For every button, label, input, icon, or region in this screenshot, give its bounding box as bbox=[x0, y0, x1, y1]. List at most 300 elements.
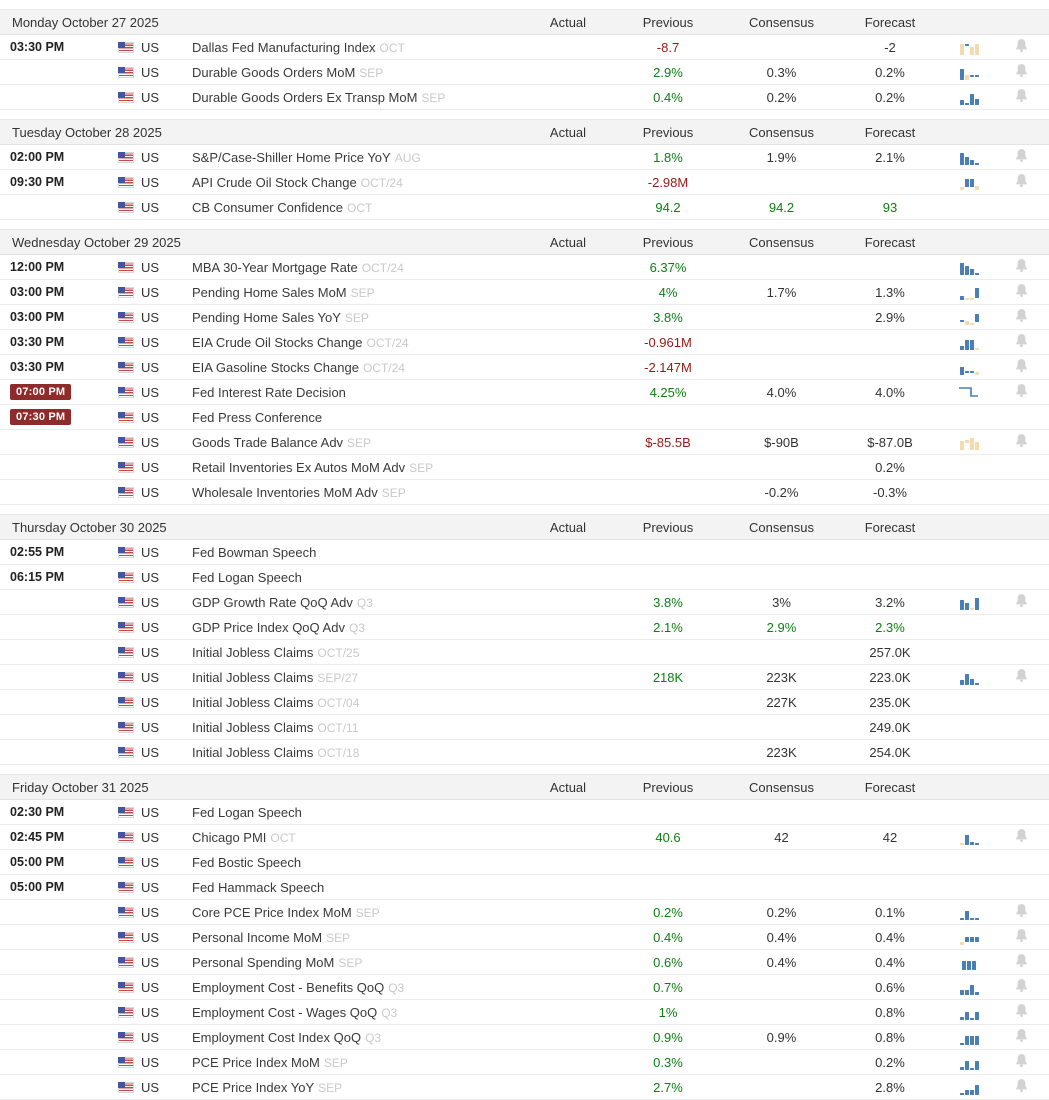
day-header-row bbox=[0, 229, 1049, 255]
forecast-value: 3.2% bbox=[875, 594, 905, 610]
event-name-link[interactable]: Wholesale Inventories MoM Adv bbox=[192, 484, 378, 500]
event-cell bbox=[190, 595, 528, 610]
notification-bell-icon[interactable] bbox=[1014, 173, 1029, 191]
sparkline-chart-icon[interactable] bbox=[960, 595, 979, 610]
bell-cell bbox=[993, 1053, 1049, 1071]
sparkline-chart-icon[interactable] bbox=[960, 435, 979, 450]
sparkline-bar bbox=[960, 1067, 964, 1070]
spark-cell bbox=[945, 830, 993, 845]
calendar-row bbox=[0, 280, 1049, 305]
country-cell bbox=[110, 745, 190, 760]
event-name-link[interactable]: API Crude Oil Stock Change bbox=[192, 174, 357, 190]
bell-cell bbox=[993, 308, 1049, 326]
sparkline-chart-icon[interactable] bbox=[960, 930, 979, 945]
day-header-row bbox=[0, 514, 1049, 540]
event-time: 03:30 PM bbox=[10, 360, 65, 374]
event-cell bbox=[190, 695, 528, 710]
calendar-row bbox=[0, 590, 1049, 615]
country-label: US bbox=[141, 384, 160, 400]
event-reference-period: Q3 bbox=[348, 620, 365, 635]
sparkline-bar bbox=[960, 1017, 964, 1020]
forecast-value: 0.1% bbox=[875, 904, 905, 920]
notification-bell-icon[interactable] bbox=[1014, 333, 1029, 351]
event-name-link[interactable]: Employment Cost - Wages QoQ bbox=[192, 1004, 378, 1020]
country-label: US bbox=[141, 544, 160, 560]
previous-column-header: Previous bbox=[642, 519, 694, 535]
day-header-row bbox=[0, 119, 1049, 145]
event-reference-period: SEP/27 bbox=[317, 670, 359, 685]
sparkline-bar bbox=[965, 44, 969, 46]
country-cell bbox=[110, 930, 190, 945]
event-time-cell bbox=[0, 310, 110, 324]
event-name-link[interactable]: Personal Income MoM bbox=[192, 929, 323, 945]
previous-value: 4.25% bbox=[649, 384, 687, 400]
sparkline-bar bbox=[975, 598, 979, 610]
sparkline-chart-icon[interactable] bbox=[960, 65, 979, 80]
notification-bell-icon[interactable] bbox=[1014, 88, 1029, 106]
sparkline-chart-icon[interactable] bbox=[960, 175, 979, 190]
us-flag-icon bbox=[118, 647, 134, 658]
event-reference-period: OCT bbox=[270, 830, 296, 845]
sparkline-bar bbox=[960, 990, 964, 995]
event-time: 09:30 PM bbox=[10, 175, 65, 189]
country-label: US bbox=[141, 669, 160, 685]
calendar-row bbox=[0, 1025, 1049, 1050]
event-name-link[interactable]: Chicago PMI bbox=[192, 829, 267, 845]
event-name-link[interactable]: Personal Spending MoM bbox=[192, 954, 335, 970]
forecast-value: 0.8% bbox=[875, 1029, 905, 1045]
notification-bell-icon[interactable] bbox=[1014, 828, 1029, 846]
notification-bell-icon[interactable] bbox=[1014, 358, 1029, 376]
country-label: US bbox=[141, 39, 160, 55]
notification-bell-icon[interactable] bbox=[1014, 593, 1029, 611]
calendar-row bbox=[0, 195, 1049, 220]
event-name-link[interactable]: Pending Home Sales MoM bbox=[192, 284, 347, 300]
country-label: US bbox=[141, 174, 160, 190]
country-cell bbox=[110, 855, 190, 870]
forecast-value: 257.0K bbox=[869, 644, 911, 660]
spark-cell bbox=[945, 1080, 993, 1095]
event-name-link[interactable]: Employment Cost - Benefits QoQ bbox=[192, 979, 385, 995]
event-time-cell bbox=[0, 360, 110, 374]
consensus-value: 1.7% bbox=[766, 284, 797, 300]
calendar-row bbox=[0, 665, 1049, 690]
event-cell bbox=[190, 1055, 528, 1070]
country-label: US bbox=[141, 359, 160, 375]
spark-cell bbox=[945, 310, 993, 325]
event-name-link[interactable]: Fed Bowman Speech bbox=[192, 544, 317, 560]
country-cell bbox=[110, 435, 190, 450]
country-cell bbox=[110, 880, 190, 895]
sparkline-bar bbox=[970, 160, 974, 165]
event-name-link[interactable]: Fed Hammack Speech bbox=[192, 879, 325, 895]
sparkline-bar bbox=[975, 843, 979, 845]
economic-calendar bbox=[0, 9, 1049, 1100]
country-cell bbox=[110, 260, 190, 275]
sparkline-bar bbox=[960, 153, 964, 165]
country-cell bbox=[110, 980, 190, 995]
calendar-row bbox=[0, 405, 1049, 430]
event-name-link[interactable]: MBA 30-Year Mortgage Rate bbox=[192, 259, 358, 275]
sparkline-bar bbox=[975, 348, 979, 350]
calendar-row bbox=[0, 145, 1049, 170]
country-label: US bbox=[141, 979, 160, 995]
event-name-link[interactable]: Employment Cost Index QoQ bbox=[192, 1029, 362, 1045]
spark-cell bbox=[945, 955, 993, 970]
event-reference-period: SEP bbox=[359, 65, 384, 80]
consensus-value: $-90B bbox=[764, 434, 799, 450]
sparkline-bar bbox=[970, 323, 974, 325]
country-label: US bbox=[141, 64, 160, 80]
event-time: 02:00 PM bbox=[10, 150, 65, 164]
sparkline-bar bbox=[975, 314, 979, 322]
forecast-value: -0.3% bbox=[873, 484, 907, 500]
event-name-link[interactable]: Goods Trade Balance Adv bbox=[192, 434, 344, 450]
event-name-link[interactable]: Dallas Fed Manufacturing Index bbox=[192, 39, 376, 55]
forecast-column-header: Forecast bbox=[864, 14, 916, 30]
consensus-value: 0.3% bbox=[766, 64, 797, 80]
event-name-link[interactable]: Core PCE Price Index MoM bbox=[192, 904, 352, 920]
sparkline-bar bbox=[960, 263, 964, 275]
sparkline-bar bbox=[965, 75, 969, 80]
previous-value: 1% bbox=[658, 1004, 678, 1020]
country-cell bbox=[110, 40, 190, 55]
event-cell bbox=[190, 335, 528, 350]
event-name-link[interactable]: Fed Logan Speech bbox=[192, 804, 302, 820]
event-name-link[interactable]: Durable Goods Orders Ex Transp MoM bbox=[192, 89, 418, 105]
event-name-link[interactable]: Initial Jobless Claims bbox=[192, 744, 314, 760]
forecast-value: $-87.0B bbox=[867, 434, 913, 450]
sparkline-chart-icon[interactable] bbox=[960, 90, 979, 105]
sparkline-bar bbox=[960, 600, 964, 610]
event-name-link[interactable]: GDP Price Index QoQ Adv bbox=[192, 619, 345, 635]
sparkline-bar bbox=[960, 296, 964, 300]
consensus-column-header: Consensus bbox=[748, 519, 815, 535]
calendar-row bbox=[0, 35, 1049, 60]
event-reference-period: OCT/24 bbox=[362, 360, 405, 375]
event-name-link[interactable]: Initial Jobless Claims bbox=[192, 694, 314, 710]
country-label: US bbox=[141, 459, 160, 475]
previous-value: 218K bbox=[652, 669, 684, 685]
actual-column-header: Actual bbox=[549, 519, 587, 535]
bell-cell bbox=[993, 358, 1049, 376]
forecast-value: 0.8% bbox=[875, 1004, 905, 1020]
sparkline-chart-icon[interactable] bbox=[960, 1030, 979, 1045]
event-reference-period: OCT/24 bbox=[366, 335, 409, 350]
event-reference-period: Q3 bbox=[365, 1030, 382, 1045]
sparkline-chart-icon[interactable] bbox=[960, 905, 979, 920]
notification-bell-icon[interactable] bbox=[1014, 668, 1029, 686]
us-flag-icon bbox=[118, 287, 134, 298]
event-time: 02:30 PM bbox=[10, 805, 65, 819]
spark-cell bbox=[945, 150, 993, 165]
event-cell bbox=[190, 880, 528, 895]
event-name-link[interactable]: CB Consumer Confidence bbox=[192, 199, 344, 215]
sparkline-bar bbox=[960, 69, 964, 80]
sparkline-bar bbox=[970, 298, 974, 300]
notification-bell-icon[interactable] bbox=[1014, 383, 1029, 401]
event-name-link[interactable]: Fed Interest Rate Decision bbox=[192, 384, 346, 400]
event-reference-period: SEP bbox=[344, 310, 369, 325]
us-flag-icon bbox=[118, 547, 134, 558]
country-label: US bbox=[141, 149, 160, 165]
notification-bell-icon[interactable] bbox=[1014, 1053, 1029, 1071]
country-cell bbox=[110, 905, 190, 920]
day-section bbox=[0, 9, 1049, 110]
sparkline-chart-icon[interactable] bbox=[960, 980, 979, 995]
event-cell bbox=[190, 645, 528, 660]
event-time-badge: 07:00 PM bbox=[10, 384, 71, 400]
forecast-value: 249.0K bbox=[869, 719, 911, 735]
forecast-value: 0.6% bbox=[875, 979, 905, 995]
country-label: US bbox=[141, 1004, 160, 1020]
country-label: US bbox=[141, 1029, 160, 1045]
event-time-cell bbox=[0, 260, 110, 274]
event-cell bbox=[190, 285, 528, 300]
notification-bell-icon[interactable] bbox=[1014, 308, 1029, 326]
event-cell bbox=[190, 435, 528, 450]
previous-value: -2.98M bbox=[647, 174, 689, 190]
sparkline-chart-icon[interactable] bbox=[960, 40, 979, 55]
country-cell bbox=[110, 385, 190, 400]
us-flag-icon bbox=[118, 597, 134, 608]
previous-value: -2.147M bbox=[644, 359, 692, 375]
notification-bell-icon[interactable] bbox=[1014, 433, 1029, 451]
sparkline-bar bbox=[970, 75, 974, 77]
calendar-row bbox=[0, 60, 1049, 85]
forecast-column-header: Forecast bbox=[864, 779, 916, 795]
event-cell bbox=[190, 980, 528, 995]
notification-bell-icon[interactable] bbox=[1014, 903, 1029, 921]
event-cell bbox=[190, 805, 528, 820]
notification-bell-icon[interactable] bbox=[1014, 38, 1029, 56]
country-cell bbox=[110, 1030, 190, 1045]
event-time-cell bbox=[0, 409, 110, 425]
country-cell bbox=[110, 65, 190, 80]
event-reference-period: Q3 bbox=[356, 595, 373, 610]
event-time: 05:00 PM bbox=[10, 855, 65, 869]
forecast-value: 0.2% bbox=[875, 89, 905, 105]
day-header-row bbox=[0, 774, 1049, 800]
calendar-row bbox=[0, 850, 1049, 875]
sparkline-chart-icon[interactable] bbox=[960, 1005, 979, 1020]
country-label: US bbox=[141, 904, 160, 920]
country-label: US bbox=[141, 594, 160, 610]
event-name-link[interactable]: Durable Goods Orders MoM bbox=[192, 64, 356, 80]
country-cell bbox=[110, 1005, 190, 1020]
forecast-value: 0.2% bbox=[875, 1054, 905, 1070]
calendar-row bbox=[0, 380, 1049, 405]
notification-bell-icon[interactable] bbox=[1014, 953, 1029, 971]
event-time: 12:00 PM bbox=[10, 260, 65, 274]
previous-value: $-85.5B bbox=[645, 434, 691, 450]
us-flag-icon bbox=[118, 487, 134, 498]
sparkline-chart-icon[interactable] bbox=[960, 310, 979, 325]
sparkline-bar bbox=[970, 1036, 974, 1045]
event-time: 03:30 PM bbox=[10, 335, 65, 349]
forecast-value: -2 bbox=[884, 39, 896, 55]
sparkline-chart-icon[interactable] bbox=[960, 830, 979, 845]
country-label: US bbox=[141, 1054, 160, 1070]
us-flag-icon bbox=[118, 1032, 134, 1043]
us-flag-icon bbox=[118, 572, 134, 583]
notification-bell-icon[interactable] bbox=[1014, 283, 1029, 301]
sparkline-chart-icon[interactable] bbox=[960, 335, 979, 350]
event-name-link[interactable]: PCE Price Index MoM bbox=[192, 1054, 320, 1070]
sparkline-chart-icon[interactable] bbox=[960, 285, 979, 300]
sparkline-bar bbox=[970, 269, 974, 275]
previous-value: 2.9% bbox=[653, 64, 683, 80]
calendar-row bbox=[0, 455, 1049, 480]
event-cell bbox=[190, 310, 528, 325]
actual-column-header: Actual bbox=[549, 779, 587, 795]
consensus-value: 0.2% bbox=[766, 904, 797, 920]
event-name-link[interactable]: Fed Bostic Speech bbox=[192, 854, 302, 870]
consensus-value: 0.4% bbox=[766, 954, 797, 970]
sparkline-bar bbox=[965, 371, 969, 373]
event-name-link[interactable]: Pending Home Sales YoY bbox=[192, 309, 341, 325]
sparkline-chart-icon[interactable] bbox=[962, 955, 976, 970]
event-cell bbox=[190, 175, 528, 190]
us-flag-icon bbox=[118, 982, 134, 993]
calendar-row bbox=[0, 305, 1049, 330]
sparkline-chart-icon[interactable] bbox=[960, 670, 979, 685]
calendar-row bbox=[0, 615, 1049, 640]
us-flag-icon bbox=[118, 42, 134, 53]
country-cell bbox=[110, 620, 190, 635]
sparkline-bar bbox=[960, 918, 964, 920]
event-name-link[interactable]: Retail Inventories Ex Autos MoM Adv bbox=[192, 459, 406, 475]
event-time: 03:00 PM bbox=[10, 310, 65, 324]
calendar-row bbox=[0, 800, 1049, 825]
event-name-link[interactable]: Fed Logan Speech bbox=[192, 569, 302, 585]
notification-bell-icon[interactable] bbox=[1014, 978, 1029, 996]
event-name-link[interactable]: PCE Price Index YoY bbox=[192, 1079, 315, 1095]
event-name-link[interactable]: GDP Growth Rate QoQ Adv bbox=[192, 594, 353, 610]
event-reference-period: AUG bbox=[394, 150, 421, 165]
event-cell bbox=[190, 670, 528, 685]
forecast-value: 0.4% bbox=[875, 954, 905, 970]
us-flag-icon bbox=[118, 92, 134, 103]
event-time-cell bbox=[0, 570, 110, 584]
forecast-value: 223.0K bbox=[869, 669, 911, 685]
sparkline-chart-icon[interactable] bbox=[960, 150, 979, 165]
sparkline-chart-icon[interactable] bbox=[960, 1055, 979, 1070]
country-label: US bbox=[141, 89, 160, 105]
country-cell bbox=[110, 570, 190, 585]
consensus-value: -0.2% bbox=[764, 484, 799, 500]
notification-bell-icon[interactable] bbox=[1014, 258, 1029, 276]
spark-cell bbox=[945, 260, 993, 275]
country-cell bbox=[110, 285, 190, 300]
country-cell bbox=[110, 200, 190, 215]
consensus-value: 2.9% bbox=[766, 619, 797, 635]
forecast-value: 0.2% bbox=[875, 459, 905, 475]
event-reference-period: OCT/18 bbox=[317, 745, 360, 760]
event-reference-period: SEP bbox=[381, 485, 406, 500]
previous-value: 0.3% bbox=[653, 1054, 683, 1070]
country-cell bbox=[110, 90, 190, 105]
sparkline-bar bbox=[965, 266, 969, 275]
event-name-link[interactable]: Initial Jobless Claims bbox=[192, 669, 314, 685]
notification-bell-icon[interactable] bbox=[1014, 928, 1029, 946]
event-name-link[interactable]: Initial Jobless Claims bbox=[192, 644, 314, 660]
sparkline-bar bbox=[967, 961, 971, 970]
spark-cell bbox=[945, 1005, 993, 1020]
event-time-cell bbox=[0, 150, 110, 164]
sparkline-bar bbox=[975, 918, 979, 920]
notification-bell-icon[interactable] bbox=[1014, 148, 1029, 166]
event-time: 03:00 PM bbox=[10, 285, 65, 299]
us-flag-icon bbox=[118, 747, 134, 758]
notification-bell-icon[interactable] bbox=[1014, 63, 1029, 81]
rate-step-chart-icon[interactable] bbox=[957, 385, 981, 399]
calendar-row bbox=[0, 900, 1049, 925]
us-flag-icon bbox=[118, 1007, 134, 1018]
country-cell bbox=[110, 410, 190, 425]
forecast-value: 2.3% bbox=[875, 619, 905, 635]
calendar-row bbox=[0, 950, 1049, 975]
previous-value: 2.1% bbox=[653, 619, 683, 635]
spark-cell bbox=[945, 360, 993, 375]
previous-value: -8.7 bbox=[656, 39, 680, 55]
notification-bell-icon[interactable] bbox=[1014, 1003, 1029, 1021]
calendar-row bbox=[0, 330, 1049, 355]
sparkline-bar bbox=[965, 298, 969, 300]
calendar-row bbox=[0, 255, 1049, 280]
bell-cell bbox=[993, 828, 1049, 846]
sparkline-bar bbox=[960, 942, 964, 945]
forecast-column-header: Forecast bbox=[864, 234, 916, 250]
event-time: 05:00 PM bbox=[10, 880, 65, 894]
forecast-value: 2.9% bbox=[875, 309, 905, 325]
bell-cell bbox=[993, 383, 1049, 401]
event-name-link[interactable]: EIA Gasoline Stocks Change bbox=[192, 359, 359, 375]
country-label: US bbox=[141, 954, 160, 970]
sparkline-bar bbox=[970, 1068, 974, 1070]
sparkline-bar bbox=[975, 288, 979, 298]
event-cell bbox=[190, 905, 528, 920]
forecast-value: 0.2% bbox=[875, 64, 905, 80]
sparkline-bar bbox=[975, 44, 979, 55]
us-flag-icon bbox=[118, 832, 134, 843]
event-name-link[interactable]: S&P/Case-Shiller Home Price YoY bbox=[192, 149, 391, 165]
us-flag-icon bbox=[118, 177, 134, 188]
notification-bell-icon[interactable] bbox=[1014, 1028, 1029, 1046]
calendar-row bbox=[0, 355, 1049, 380]
event-name-link[interactable]: Initial Jobless Claims bbox=[192, 719, 314, 735]
us-flag-icon bbox=[118, 857, 134, 868]
event-cell bbox=[190, 460, 528, 475]
bell-cell bbox=[993, 953, 1049, 971]
sparkline-chart-icon[interactable] bbox=[960, 260, 979, 275]
sparkline-bar bbox=[970, 842, 974, 845]
event-reference-period: OCT/11 bbox=[317, 720, 359, 735]
event-reference-period: OCT/24 bbox=[360, 175, 403, 190]
event-reference-period: SEP bbox=[338, 955, 363, 970]
bell-cell bbox=[993, 283, 1049, 301]
sparkline-bar bbox=[970, 340, 974, 350]
country-cell bbox=[110, 695, 190, 710]
sparkline-chart-icon[interactable] bbox=[960, 360, 979, 375]
calendar-row bbox=[0, 715, 1049, 740]
event-name-link[interactable]: Fed Press Conference bbox=[192, 409, 323, 425]
us-flag-icon bbox=[118, 67, 134, 78]
notification-bell-icon[interactable] bbox=[1014, 1078, 1029, 1096]
sparkline-chart-icon[interactable] bbox=[960, 1080, 979, 1095]
event-cell bbox=[190, 720, 528, 735]
event-name-link[interactable]: EIA Crude Oil Stocks Change bbox=[192, 334, 363, 350]
